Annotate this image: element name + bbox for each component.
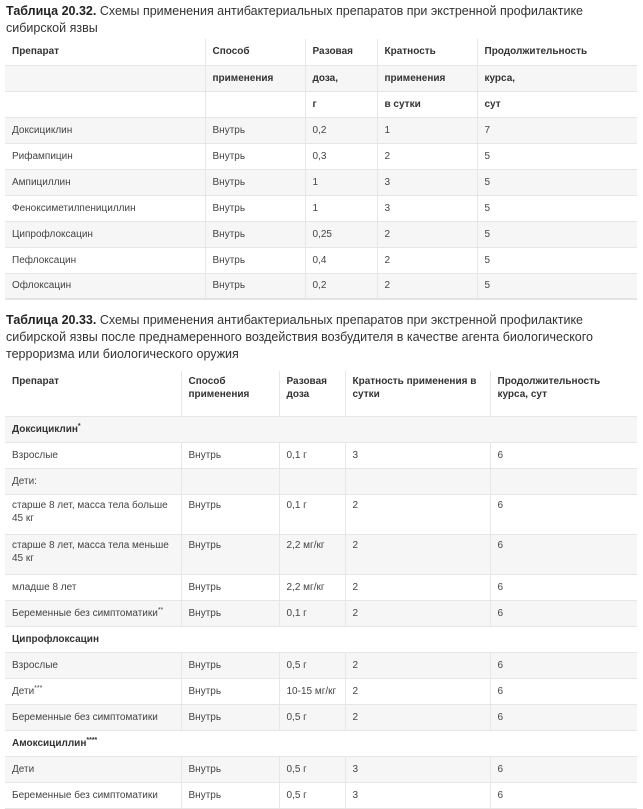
cell-frequency <box>377 247 477 273</box>
cell-drug <box>5 534 181 574</box>
cell-drug <box>5 494 181 534</box>
group-name-text: Доксициклин <box>12 423 78 435</box>
cell-duration-text: 5 <box>484 254 491 266</box>
table-row <box>5 782 637 808</box>
cell-dose <box>305 169 377 195</box>
cell-dose-text: 0,3 <box>312 150 327 162</box>
cell-drug <box>5 756 181 782</box>
cell-route-text: Внутрь <box>188 789 222 801</box>
table1-header-row <box>5 91 637 117</box>
cell-route-text: Внутрь <box>212 280 246 292</box>
header-cell-route <box>205 65 305 91</box>
cell-drug <box>5 600 181 626</box>
cell-duration <box>490 468 637 494</box>
cell-route-text: Внутрь <box>212 254 246 266</box>
cell-drug <box>5 143 205 169</box>
header-cell-duration <box>490 371 637 416</box>
cell-route-text: Внутрь <box>188 659 222 671</box>
cell-dose <box>279 468 345 494</box>
table-row <box>5 468 637 494</box>
header-cell-route-text: Способ <box>212 46 250 58</box>
cell-duration-text: 5 <box>484 202 491 214</box>
table1 <box>5 39 637 300</box>
cell-frequency <box>345 600 490 626</box>
group-name <box>5 626 637 652</box>
header-cell-drug-text: Препарат <box>12 46 60 58</box>
cell-drug <box>5 704 181 730</box>
header-cell-dose <box>279 371 345 416</box>
cell-drug <box>5 678 181 704</box>
cell-frequency-text: 2 <box>384 254 391 266</box>
cell-drug <box>5 652 181 678</box>
cell-frequency-text: 1 <box>384 124 391 136</box>
table2-caption <box>0 309 643 365</box>
cell-dose-text: 0,2 <box>312 280 327 292</box>
cell-route <box>181 756 279 782</box>
table-row <box>5 221 637 247</box>
cell-route <box>181 494 279 534</box>
cell-frequency-text: 3 <box>352 763 359 775</box>
table-row <box>5 756 637 782</box>
cell-frequency-text: 2 <box>352 607 359 619</box>
header-cell-frequency <box>377 65 477 91</box>
cell-route-text: Внутрь <box>188 581 222 593</box>
cell-drug-text: Беременные без симптоматики <box>12 789 158 801</box>
cell-dose <box>305 273 377 299</box>
table1-caption-number: Таблица 20.32. <box>6 4 97 18</box>
cell-duration-text: 6 <box>497 659 504 671</box>
table-row <box>5 273 637 299</box>
cell-drug-text: Взрослые <box>12 659 58 671</box>
group-name <box>5 730 637 756</box>
cell-dose-text: 1 <box>312 176 319 188</box>
cell-route-text: Внутрь <box>212 228 246 240</box>
cell-frequency <box>377 169 477 195</box>
cell-duration <box>490 600 637 626</box>
header-cell-drug <box>5 91 205 117</box>
cell-frequency <box>377 143 477 169</box>
header-cell-duration <box>477 65 637 91</box>
cell-drug-text: младше 8 лет <box>12 581 77 593</box>
cell-dose <box>279 600 345 626</box>
cell-duration <box>490 756 637 782</box>
cell-drug <box>5 221 205 247</box>
header-cell-dose-text: Разовая <box>312 46 353 58</box>
cell-duration <box>490 534 637 574</box>
header-cell-dose <box>305 39 377 65</box>
cell-frequency-text: 3 <box>352 449 359 461</box>
cell-dose-text: 0,1 г <box>286 449 307 461</box>
cell-route-text: Внутрь <box>212 202 246 214</box>
header-cell-duration <box>477 39 637 65</box>
cell-frequency <box>377 273 477 299</box>
cell-drug <box>5 247 205 273</box>
cell-drug <box>5 574 181 600</box>
cell-duration <box>490 704 637 730</box>
cell-duration-text: 6 <box>497 685 504 697</box>
cell-drug-text: Дети: <box>12 475 37 487</box>
cell-duration <box>490 442 637 468</box>
cell-route <box>205 221 305 247</box>
cell-drug-text: Дети <box>12 763 35 775</box>
header-cell-frequency-text: Кратность <box>384 46 436 58</box>
table-row <box>5 143 637 169</box>
header-cell-drug <box>5 65 205 91</box>
cell-dose <box>305 195 377 221</box>
cell-drug-text: Взрослые <box>12 449 58 461</box>
cell-route-text: Внутрь <box>188 607 222 619</box>
cell-duration <box>477 169 637 195</box>
cell-duration-text: 6 <box>497 763 504 775</box>
cell-dose-text: 0,1 г <box>286 607 307 619</box>
cell-drug <box>5 195 205 221</box>
cell-route <box>205 143 305 169</box>
cell-route-text: Внутрь <box>212 150 246 162</box>
cell-drug-text: Беременные без симптоматики <box>12 607 158 619</box>
cell-route <box>205 117 305 143</box>
cell-drug-text: Дети <box>12 685 35 697</box>
cell-dose-text: 1 <box>312 202 319 214</box>
cell-route <box>181 600 279 626</box>
cell-frequency-text: 2 <box>384 280 391 292</box>
cell-duration-text: 5 <box>484 228 491 240</box>
cell-drug-text: Доксициклин <box>12 124 73 136</box>
cell-dose <box>279 782 345 808</box>
header-cell-dose-text: доза, <box>312 72 339 84</box>
header-cell-duration-text: Продолжительность курса, сут <box>497 376 601 400</box>
table2-caption-text: Схемы применения антибактериальных препаратов при экстренной профилактике сибирской язвы после преднамеренного воздействия возбудителя в качестве агента биологического терроризма или биологического оружия <box>6 313 593 361</box>
cell-drug-text: Беременные без симптоматики <box>12 711 158 723</box>
cell-drug-text: Феноксиметилпенициллин <box>12 202 136 214</box>
cell-frequency <box>345 534 490 574</box>
cell-duration <box>490 678 637 704</box>
cell-duration-text: 6 <box>497 581 504 593</box>
cell-frequency <box>345 704 490 730</box>
cell-dose-text: 2,2 мг/кг <box>286 539 325 551</box>
cell-drug <box>5 782 181 808</box>
cell-dose-text: 10-15 мг/кг <box>286 685 337 697</box>
cell-duration-text: 6 <box>497 789 504 801</box>
table-row <box>5 494 637 534</box>
cell-dose <box>279 652 345 678</box>
cell-route-text: Внутрь <box>188 763 222 775</box>
table-row <box>5 574 637 600</box>
table-row <box>5 247 637 273</box>
cell-duration <box>490 494 637 534</box>
cell-route <box>205 169 305 195</box>
cell-frequency-text: 2 <box>352 581 359 593</box>
cell-route-text: Внутрь <box>188 539 222 551</box>
header-cell-frequency-text: в сутки <box>384 98 421 110</box>
table2-header-row <box>5 371 637 416</box>
header-cell-dose-text: г <box>312 98 317 110</box>
cell-frequency-text: 2 <box>352 539 359 551</box>
cell-dose <box>279 574 345 600</box>
header-cell-frequency <box>377 39 477 65</box>
cell-drug-text: Ципрофлоксацин <box>12 228 93 240</box>
cell-frequency <box>377 195 477 221</box>
cell-route <box>181 442 279 468</box>
cell-frequency <box>345 574 490 600</box>
cell-dose-text: 0,5 г <box>286 711 307 723</box>
table-row <box>5 195 637 221</box>
header-cell-dose-text: Разовая доза <box>286 376 327 400</box>
header-cell-duration <box>477 91 637 117</box>
header-cell-duration-text: курса, <box>484 72 516 84</box>
cell-duration-text: 5 <box>484 176 491 188</box>
cell-drug-text: Офлоксацин <box>12 280 72 292</box>
cell-duration <box>477 221 637 247</box>
cell-dose <box>279 756 345 782</box>
cell-duration <box>490 782 637 808</box>
cell-duration <box>490 652 637 678</box>
cell-frequency <box>345 678 490 704</box>
cell-frequency <box>345 442 490 468</box>
table-row <box>5 652 637 678</box>
cell-duration-text: 6 <box>497 449 504 461</box>
cell-frequency <box>345 782 490 808</box>
cell-dose <box>279 494 345 534</box>
cell-route <box>205 195 305 221</box>
table1-caption <box>0 0 643 39</box>
group-row <box>5 416 637 442</box>
cell-duration-text: 7 <box>484 124 491 136</box>
table2 <box>5 371 637 809</box>
cell-dose-text: 0,25 <box>312 228 332 240</box>
table-row <box>5 678 637 704</box>
cell-route <box>205 273 305 299</box>
header-cell-route-text: применения <box>212 72 274 84</box>
table-row <box>5 600 637 626</box>
footnote-mark: **** <box>86 736 98 744</box>
cell-duration <box>477 273 637 299</box>
cell-dose <box>305 247 377 273</box>
cell-dose-text: 0,5 г <box>286 789 307 801</box>
cell-drug-text: старше 8 лет, масса тела больше 45 кг <box>12 499 168 524</box>
cell-frequency <box>345 652 490 678</box>
cell-drug-text: старше 8 лет, масса тела меньше 45 кг <box>12 539 169 564</box>
table2-caption-number: Таблица 20.33. <box>6 313 97 327</box>
header-cell-route <box>205 39 305 65</box>
cell-duration-text: 6 <box>497 711 504 723</box>
cell-route-text: Внутрь <box>188 685 222 697</box>
footnote-mark: ** <box>157 606 164 614</box>
table-row <box>5 117 637 143</box>
cell-duration-text: 6 <box>497 539 504 551</box>
group-row <box>5 626 637 652</box>
cell-route-text: Внутрь <box>212 124 246 136</box>
cell-route-text: Внутрь <box>188 449 222 461</box>
cell-route <box>181 574 279 600</box>
table-row <box>5 704 637 730</box>
header-cell-frequency-text: применения <box>384 72 446 84</box>
cell-route-text: Внутрь <box>188 499 222 511</box>
header-cell-dose <box>305 65 377 91</box>
cell-drug <box>5 442 181 468</box>
cell-frequency <box>377 117 477 143</box>
cell-dose <box>305 221 377 247</box>
table-row <box>5 442 637 468</box>
cell-frequency-text: 3 <box>352 789 359 801</box>
header-cell-route-text: Способ применения <box>188 376 250 400</box>
header-cell-drug-text: Препарат <box>12 376 60 387</box>
cell-dose-text: 0,1 г <box>286 499 307 511</box>
cell-route <box>181 534 279 574</box>
cell-drug-text: Рифампицин <box>12 150 73 162</box>
header-cell-frequency <box>345 371 490 416</box>
cell-route <box>181 468 279 494</box>
header-cell-dose <box>305 91 377 117</box>
cell-dose <box>279 678 345 704</box>
table-row <box>5 534 637 574</box>
cell-drug <box>5 169 205 195</box>
cell-frequency <box>377 221 477 247</box>
header-cell-drug <box>5 371 181 416</box>
table1-caption-text: Схемы применения антибактериальных препаратов при экстренной профилактике сибирской язвы <box>6 4 584 35</box>
footnote-mark: *** <box>34 684 43 692</box>
cell-frequency-text: 2 <box>384 150 391 162</box>
cell-dose <box>279 704 345 730</box>
cell-route-text: Внутрь <box>188 711 222 723</box>
cell-duration <box>490 574 637 600</box>
group-row <box>5 730 637 756</box>
cell-dose-text: 0,5 г <box>286 659 307 671</box>
cell-duration <box>477 143 637 169</box>
group-name-text: Амоксициллин <box>12 737 87 749</box>
table-row <box>5 169 637 195</box>
cell-duration-text: 6 <box>497 499 504 511</box>
table1-header-row <box>5 39 637 65</box>
cell-duration-text: 5 <box>484 280 491 292</box>
cell-dose-text: 0,5 г <box>286 763 307 775</box>
group-name <box>5 416 637 442</box>
cell-duration <box>477 195 637 221</box>
header-cell-frequency-text: Кратность применения в сутки <box>352 376 477 400</box>
cell-dose-text: 0,2 <box>312 124 327 136</box>
cell-drug <box>5 273 205 299</box>
cell-frequency-text: 2 <box>352 711 359 723</box>
cell-dose-text: 2,2 мг/кг <box>286 581 325 593</box>
cell-frequency <box>345 756 490 782</box>
cell-duration <box>477 247 637 273</box>
cell-frequency-text: 2 <box>384 228 391 240</box>
cell-route <box>181 652 279 678</box>
cell-frequency-text: 3 <box>384 176 391 188</box>
header-cell-drug <box>5 39 205 65</box>
cell-dose <box>279 534 345 574</box>
cell-duration-text: 6 <box>497 607 504 619</box>
cell-frequency <box>345 494 490 534</box>
cell-route <box>181 782 279 808</box>
cell-duration <box>477 117 637 143</box>
cell-route <box>205 247 305 273</box>
cell-frequency-text: 2 <box>352 685 359 697</box>
cell-drug <box>5 117 205 143</box>
cell-dose <box>305 143 377 169</box>
cell-duration-text: 5 <box>484 150 491 162</box>
cell-frequency-text: 2 <box>352 659 359 671</box>
cell-dose-text: 0,4 <box>312 254 327 266</box>
cell-drug-text: Пефлоксацин <box>12 254 77 266</box>
header-cell-duration-text: сут <box>484 98 501 110</box>
header-cell-duration-text: Продолжительность <box>484 46 588 58</box>
group-name-text: Ципрофлоксацин <box>12 633 99 645</box>
cell-route <box>181 678 279 704</box>
header-cell-route <box>181 371 279 416</box>
header-cell-route <box>205 91 305 117</box>
header-cell-frequency <box>377 91 477 117</box>
cell-drug-text: Ампициллин <box>12 176 71 188</box>
footnote-mark: * <box>77 422 81 430</box>
cell-frequency-text: 3 <box>384 202 391 214</box>
cell-drug <box>5 468 181 494</box>
cell-frequency <box>345 468 490 494</box>
cell-route-text: Внутрь <box>212 176 246 188</box>
table1-header-row <box>5 65 637 91</box>
cell-dose <box>305 117 377 143</box>
cell-dose <box>279 442 345 468</box>
cell-route <box>181 704 279 730</box>
cell-frequency-text: 2 <box>352 499 359 511</box>
